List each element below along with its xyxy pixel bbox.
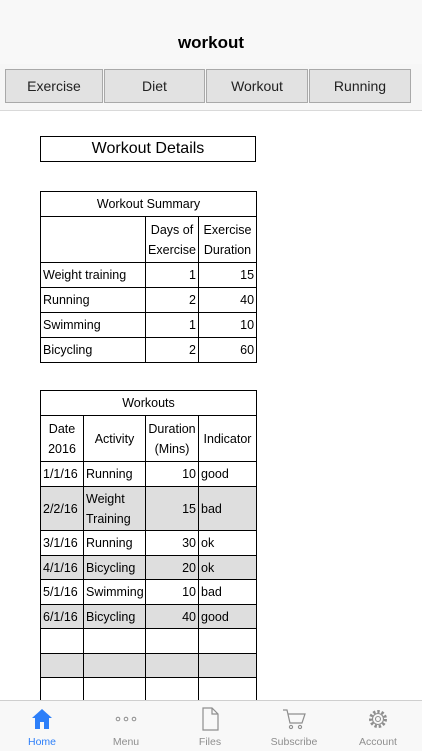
workout-activity: Bicycling <box>84 556 146 580</box>
summary-activity: Swimming <box>41 313 146 338</box>
table-row <box>41 313 257 338</box>
nav-home-label: Home <box>27 736 56 748</box>
workouts-header-date-line1: Date <box>48 421 76 436</box>
workout-date: 1/1/16 <box>41 462 84 487</box>
cart-icon <box>282 706 306 732</box>
nav-account-label: Account <box>359 736 397 748</box>
workout-activity: Bicycling <box>84 605 146 629</box>
summary-header-duration-line1: Exercise <box>203 222 252 237</box>
workout-indicator: good <box>199 605 257 629</box>
nav-home[interactable] <box>0 701 84 751</box>
tab-bar <box>0 64 422 111</box>
workouts-header-activity: Activity <box>84 416 146 462</box>
workouts-header-date <box>41 416 84 462</box>
summary-days: 2 <box>146 338 199 363</box>
file-icon <box>198 706 222 732</box>
summary-header-blank <box>41 217 146 263</box>
table-row <box>41 462 257 487</box>
summary-caption: Workout Summary <box>41 192 257 217</box>
workout-mins: 30 <box>146 531 199 556</box>
workout-mins: 40 <box>146 605 199 629</box>
workout-mins: 10 <box>146 462 199 487</box>
summary-duration: 10 <box>199 313 257 338</box>
workout-date: 2/2/16 <box>41 487 84 531</box>
workout-activity: Weight Training <box>84 487 146 531</box>
workout-indicator: ok <box>199 556 257 580</box>
summary-duration: 15 <box>199 263 257 288</box>
app-header <box>0 0 422 65</box>
summary-duration: 60 <box>199 338 257 363</box>
workouts-table <box>40 390 257 703</box>
empty-row <box>41 629 257 654</box>
summary-days: 1 <box>146 263 199 288</box>
nav-files-label: Files <box>198 736 222 748</box>
workout-indicator: bad <box>199 487 257 531</box>
workout-mins: 20 <box>146 556 199 580</box>
workouts-header-indicator: Indicator <box>199 416 257 462</box>
workouts-header-duration-line1: Duration <box>148 421 196 436</box>
workouts-caption: Workouts <box>41 391 257 416</box>
workout-summary-table <box>40 191 257 363</box>
summary-header-days-line2: Exercise <box>148 242 196 257</box>
summary-days: 2 <box>146 288 199 313</box>
tab-workout[interactable]: Workout <box>206 69 308 103</box>
workouts-header-duration-line2: (Mins) <box>154 441 190 456</box>
summary-duration: 40 <box>199 288 257 313</box>
more-dots-icon <box>114 706 138 732</box>
nav-subscribe-label: Subscribe <box>270 736 318 748</box>
summary-header-days <box>146 217 199 263</box>
workout-date: 3/1/16 <box>41 531 84 556</box>
workout-activity: Swimming <box>84 580 146 605</box>
bottom-tab-bar <box>0 700 422 751</box>
table-row <box>41 288 257 313</box>
gear-icon <box>366 706 390 732</box>
nav-menu[interactable] <box>84 701 168 751</box>
workout-activity: Running <box>84 531 146 556</box>
nav-account[interactable] <box>336 701 420 751</box>
empty-row <box>41 678 257 703</box>
tab-running[interactable]: Running <box>309 69 411 103</box>
summary-activity: Running <box>41 288 146 313</box>
workout-mins: 15 <box>146 487 199 531</box>
tab-diet[interactable]: Diet <box>104 69 205 103</box>
nav-files[interactable] <box>168 701 252 751</box>
empty-row <box>41 654 257 678</box>
table-row <box>41 531 257 556</box>
table-row <box>41 263 257 288</box>
table-row <box>41 605 257 629</box>
workouts-header-duration <box>146 416 199 462</box>
nav-subscribe[interactable] <box>252 701 336 751</box>
workouts-header-date-line2: 2016 <box>48 441 76 456</box>
workout-indicator: ok <box>199 531 257 556</box>
table-row <box>41 338 257 363</box>
workout-indicator: bad <box>199 580 257 605</box>
workout-date: 4/1/16 <box>41 556 84 580</box>
summary-header-days-line1: Days of <box>150 222 194 237</box>
summary-days: 1 <box>146 313 199 338</box>
summary-activity: Bicycling <box>41 338 146 363</box>
summary-header-duration-line2: Duration <box>203 242 252 257</box>
workout-date: 5/1/16 <box>41 580 84 605</box>
tab-exercise[interactable]: Exercise <box>5 69 103 103</box>
summary-activity: Weight training <box>41 263 146 288</box>
table-row <box>41 487 257 531</box>
workout-mins: 10 <box>146 580 199 605</box>
workout-details-title: Workout Details <box>40 136 256 162</box>
workout-indicator: good <box>199 462 257 487</box>
table-row <box>41 556 257 580</box>
table-row <box>41 580 257 605</box>
workout-activity: Running <box>84 462 146 487</box>
home-icon <box>30 706 54 732</box>
workout-date: 6/1/16 <box>41 605 84 629</box>
page-title: workout <box>177 33 245 52</box>
summary-header-duration <box>199 217 257 263</box>
nav-menu-label: Menu <box>112 736 140 748</box>
